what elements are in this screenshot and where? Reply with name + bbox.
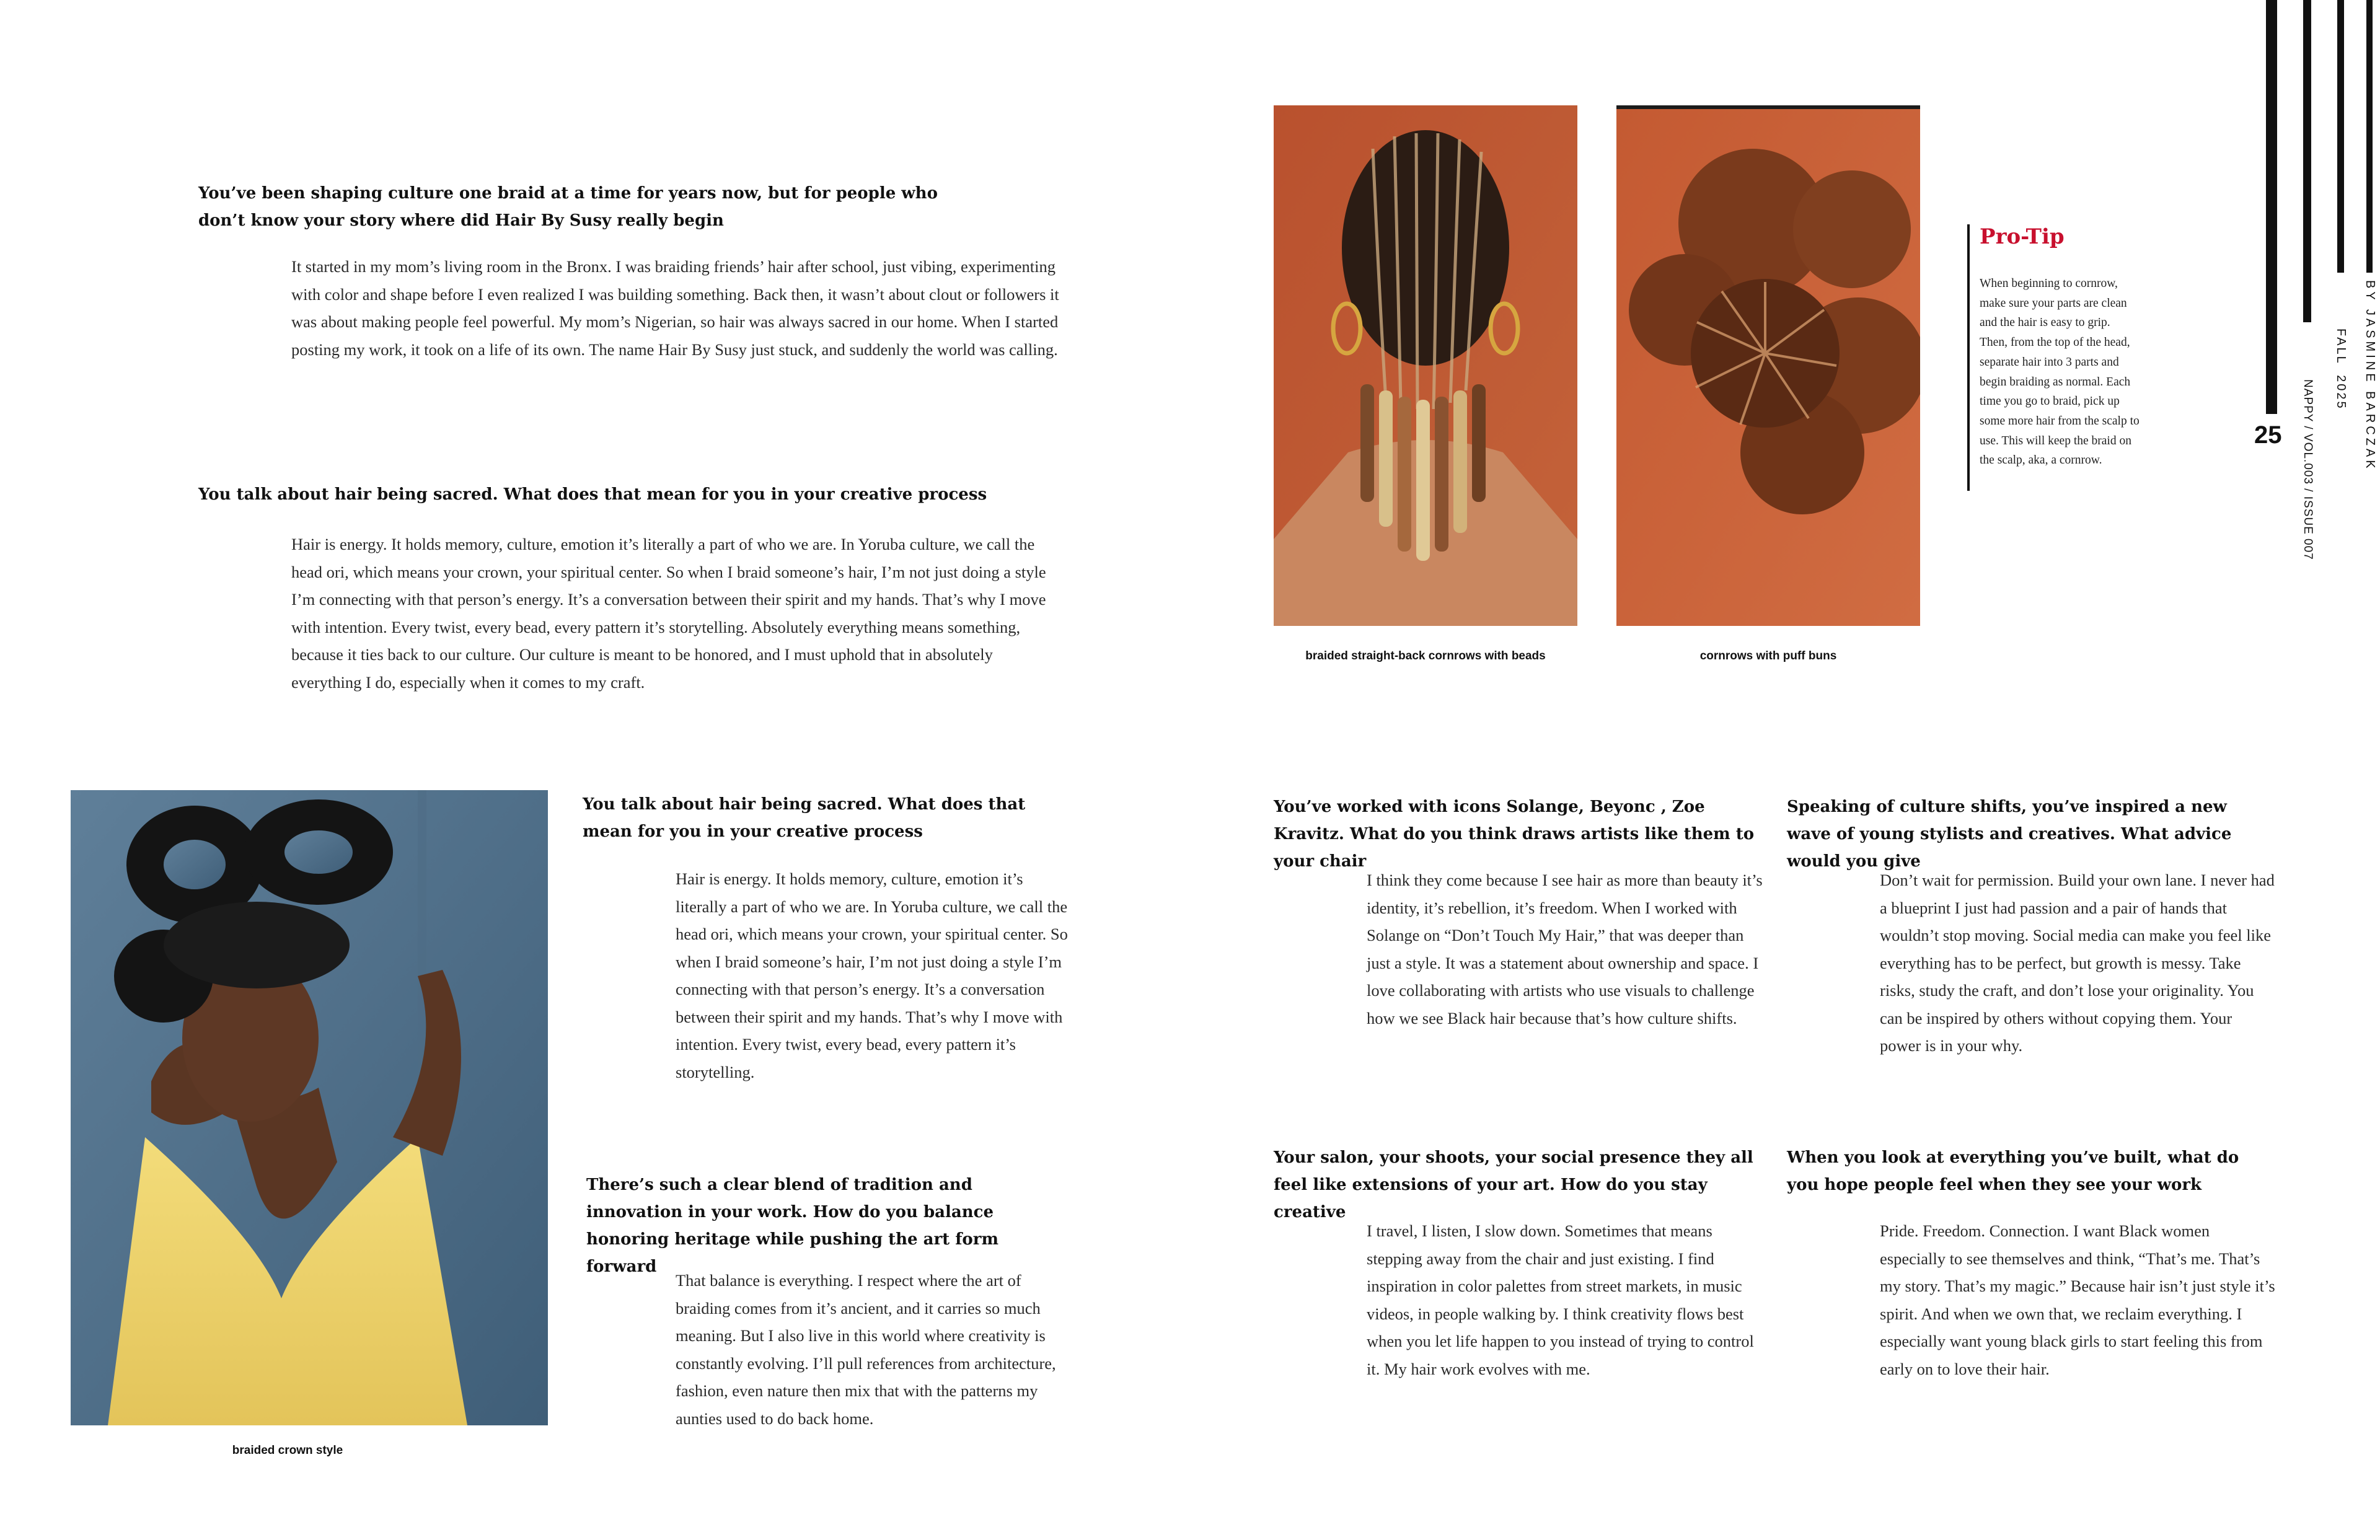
answer-4: That balance is everything. I respect where the art of braiding comes from it’s ancient, and it carries so much meaning. But I also live in this world where creativity is constantly evolving. I’ll pull references from architecture, fashion, even nature then mix that with the patterns my aunties used to do back home. — [676, 1271, 1056, 1428]
answer-5-wrap — [1367, 866, 1763, 1032]
photo-cornrows-puff-buns — [1616, 105, 1920, 626]
question-5: You’ve worked with icons Solange, Beyonc , Zoe Kravitz. What do you think draws artists like them to your chair — [1274, 798, 1755, 871]
answer-3: Hair is energy. It holds memory, culture, emotion it’s literally a part of who we are. In Yoruba culture, we call the head ori, which means your crown, your spiritual center. So when I braid someone’s hair, I’m not just doing a style I’m connecting with that person’s energy. It’s a conversation between their spirit and my hands. That’s why I move with intention. Every twist, every bead, every pattern it’s storytelling. — [676, 869, 1068, 1081]
question-4: There’s such a clear blend of tradition and innovation in your work. How do you balance honoring heritage while pushing the art form forward — [586, 1176, 998, 1276]
question-3: You talk about hair being sacred. What does that mean for you in your creative process — [583, 795, 1026, 841]
qa-block-4 — [586, 1171, 1070, 1280]
answer-2: Hair is energy. It holds memory, culture, emotion it’s literally a part of who we are. In Yoruba culture, we call the head ori, which means your crown, your spiritual center. So when I braid someone’s hair, I’m not just doing a style I’m connecting with that person’s energy. It’s a conversation between their spirit and my hands. That’s why I move with intention. Every twist, every bead, every pattern it’s storytelling. Absolutely everything means something, because it ties back to our culture. Our culture is meant to be honored, and I must uphold that in absolutely everything I do, especially when it comes to my craft. — [291, 535, 1046, 692]
byline: BY JASMINE BARCZAK — [2363, 280, 2377, 472]
qa-block-2 — [198, 481, 1054, 508]
caption-photo3: braided crown style — [232, 1444, 343, 1457]
qa-block-3 — [583, 791, 1054, 845]
answer-2-wrap — [291, 530, 1060, 696]
answer-8-wrap — [1880, 1217, 2276, 1383]
answer-7-wrap — [1367, 1217, 1763, 1383]
pro-tip-rule — [1967, 224, 1970, 491]
page-number: 25 — [2254, 421, 2282, 449]
answer-1: It started in my mom’s living room in the Bronx. I was braiding friends’ hair after school, just vibing, experimenting with color and shape before I even realized I was building something. Back then, it wasn’t about clout or followers it was about making people feel powerful. My mom’s Nigerian, so hair was always sacred in our home. When I started posting my work, it took on a life of its own. The name Hair By Susy just stuck, and suddenly the world was calling. — [291, 257, 1059, 359]
answer-7: I travel, I listen, I slow down. Sometimes that means stepping away from the chair and just existing. I find inspiration in color palettes from street markets, in music videos, in people walking by. I think creativity flows best when you let life happen to you instead of trying to control it. My hair work evolves with me. — [1367, 1221, 1754, 1378]
answer-5: I think they come because I see hair as more than beauty it’s identity, it’s rebellion, it’s freedom. When I worked with Solange on “Don’t Touch My Hair,” that was deeper than just a style. It was a statement about ownership and space. I love collaborating with artists who use visuals to challenge how we see Black hair because that’s how culture shifts. — [1367, 871, 1763, 1027]
qa-block-8 — [1787, 1144, 2270, 1199]
answer-6-wrap — [1880, 866, 2276, 1060]
edge-bar-3 — [2337, 0, 2344, 273]
caption-photo1: braided straight-back cornrows with beads — [1305, 649, 1546, 662]
answer-4-wrap — [676, 1267, 1072, 1432]
qa-block-5 — [1274, 793, 1757, 875]
qa-block-1 — [198, 180, 942, 234]
question-7: Your salon, your shoots, your social presence they all feel like extensions of your art. How do you stay creative — [1274, 1148, 1753, 1221]
photo-cornrows-beads — [1274, 105, 1577, 626]
answer-6: Don’t wait for permission. Build your own lane. I never had a blueprint I just had passion and a pair of hands that wouldn’t stop moving. Social media can make you feel like everything has to be perfect, but growth is messy. Take risks, study the craft, and don’t lose your originality. You can be inspired by others without copying them. Your power is in your why. — [1880, 871, 2275, 1055]
answer-8: Pride. Freedom. Connection. I want Black women especially to see themselves and think, “That’s me. That’s my story. That’s my magic.” Because hair isn’t just style it’s spirit. And when we own that, we reclaim everything. I especially want young black girls to start feeling this from early on to love their hair. — [1880, 1221, 2275, 1378]
answer-3-wrap — [676, 865, 1072, 1086]
question-1: You’ve been shaping culture one braid at a time for years now, but for people who don’t know your story where did Hair By Susy really begin — [198, 184, 938, 230]
photo-braided-crown — [71, 790, 548, 1425]
qa-block-7 — [1274, 1144, 1757, 1226]
question-2: You talk about hair being sacred. What does that mean for you in your creative process — [198, 485, 987, 504]
season-label: FALL 2025 — [2334, 328, 2348, 410]
edge-bar-1 — [2266, 0, 2277, 414]
issue-label: NAPPY / VOL.003 / ISSUE 007 — [2301, 379, 2314, 560]
question-8: When you look at everything you’ve built, what do you hope people feel when they see your work — [1787, 1148, 2239, 1194]
answer-1-wrap — [291, 253, 1060, 363]
pro-tip-body: When beginning to cornrow, make sure your parts are clean and the hair is easy to grip. Then, from the top of the head, separate hair into 3 parts and begin braiding as normal. Each time you go to braid, pick up some more hair from the scalp to use. This will keep the braid on the scalp, aka, a cornrow. — [1980, 277, 2140, 467]
edge-bar-2 — [2303, 0, 2311, 322]
pro-tip-title: Pro-Tip — [1980, 224, 2065, 249]
qa-block-6 — [1787, 793, 2270, 875]
question-6: Speaking of culture shifts, you’ve inspired a new wave of young stylists and creatives. What advice would you give — [1787, 798, 2232, 871]
edge-bar-4 — [2366, 0, 2373, 273]
caption-photo2: cornrows with puff buns — [1699, 649, 1837, 662]
